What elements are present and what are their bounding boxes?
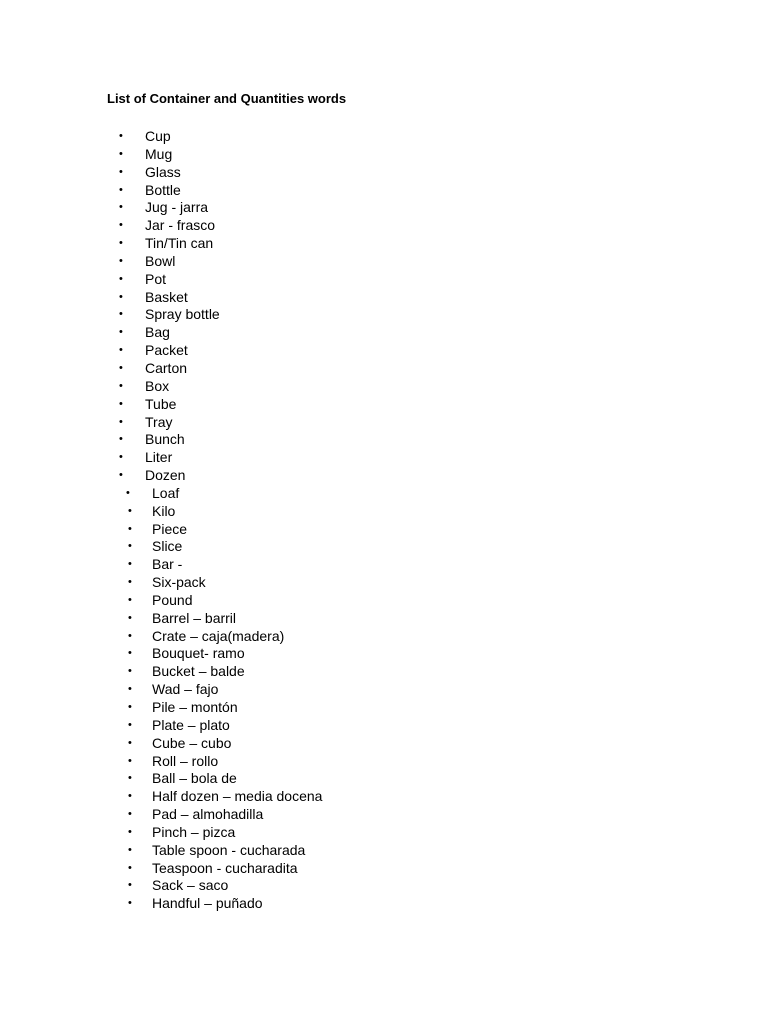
list-item-label: Dozen: [145, 467, 186, 484]
list-item-label: Pile – montón: [152, 699, 238, 715]
list-item-label: Bunch: [145, 431, 185, 448]
bullet-icon: •: [119, 469, 123, 482]
list-item-label: Half dozen – media docena: [152, 788, 323, 805]
list-item-label: Handful – puñado: [152, 895, 263, 912]
bullet-icon: •: [119, 147, 123, 160]
list-item-label: Kilo: [152, 502, 176, 519]
list-item-label: Glass: [145, 163, 181, 180]
bullet-icon: •: [119, 272, 123, 285]
bullet-icon: •: [119, 165, 123, 178]
list-item-label: Bottle: [145, 181, 181, 198]
bullet-icon: •: [128, 843, 132, 856]
bullet-icon: •: [128, 825, 132, 838]
list-item-label: Bouquet- ramo: [152, 645, 245, 662]
list-item-label: Tube: [145, 395, 177, 412]
list-item-label: Cube – cubo: [152, 734, 232, 751]
bullet-icon: •: [119, 344, 123, 357]
list-item-label: Crate – caja(madera): [152, 627, 285, 644]
list-item-label: Six-pack: [152, 574, 206, 591]
bullet-icon: •: [128, 611, 132, 624]
list-item-label: Table spoon - cucharada: [152, 841, 306, 858]
list-item-label: Liter: [145, 449, 173, 466]
bullet-icon: •: [128, 701, 132, 713]
bullet-icon: •: [119, 308, 123, 321]
bullet-icon: •: [128, 593, 132, 606]
bullet-icon: •: [119, 361, 123, 374]
bullet-icon: •: [119, 397, 123, 410]
list-item-label: Box: [145, 377, 170, 394]
bullet-icon: •: [119, 433, 123, 446]
list-item-label: Bag: [145, 324, 170, 341]
bullet-icon: •: [119, 183, 123, 196]
bullet-icon: •: [126, 486, 130, 499]
list-item-label: Cup: [145, 128, 171, 144]
bullet-icon: •: [119, 219, 123, 232]
bullet-icon: •: [128, 629, 132, 642]
list-item-label: Bar -: [152, 556, 183, 573]
bullet-icon: •: [119, 254, 123, 267]
list-item-label: Piece: [152, 520, 188, 537]
bullet-icon: •: [128, 665, 132, 678]
bullet-icon: •: [128, 647, 132, 660]
list-item-label: Mug: [145, 145, 173, 162]
list-item-label: Sack – saco: [152, 877, 229, 894]
list-item-label: Pinch – pizca: [152, 823, 236, 840]
bullet-icon: •: [128, 683, 132, 696]
bullet-icon: •: [119, 290, 123, 303]
list-item-label: Basket: [145, 288, 188, 305]
bullet-icon: •: [119, 415, 123, 428]
list-item-label: Bucket – balde: [152, 663, 245, 680]
list-item-label: Pound: [152, 591, 193, 608]
list-item-label: Wad – fajo: [152, 681, 219, 698]
list-item-label: Packet: [145, 342, 188, 359]
list-item-label: Plate – plato: [152, 716, 230, 733]
list-item-label: Spray bottle: [145, 306, 220, 323]
list-item-label: Pad – almohadilla: [152, 806, 264, 823]
list-item-label: Jug - jarra: [145, 199, 209, 216]
bullet-icon: •: [128, 718, 132, 731]
bullet-icon: •: [128, 754, 132, 767]
bullet-icon: •: [128, 772, 132, 785]
bullet-icon: •: [128, 897, 132, 910]
bullet-icon: •: [119, 379, 123, 392]
list-item-label: Jar - frasco: [145, 217, 216, 234]
bullet-icon: •: [128, 540, 132, 553]
list-item-label: Roll – rollo: [152, 752, 219, 769]
list-item-label: Carton: [145, 359, 188, 376]
list-item-label: Teaspoon - cucharadita: [152, 859, 298, 876]
list-item-label: Slice: [152, 538, 183, 555]
list-item-label: Tray: [145, 413, 173, 430]
bullet-icon: •: [119, 237, 123, 250]
bullet-icon: •: [128, 879, 132, 892]
bullet-icon: •: [128, 504, 132, 517]
bullet-icon: •: [128, 576, 132, 589]
list-item-label: Bowl: [145, 252, 176, 269]
bullet-icon: •: [128, 522, 132, 535]
document-title: List of Container and Quantities words: [107, 91, 347, 106]
list-item-label: Loaf: [152, 484, 180, 501]
list-item-label: Pot: [145, 270, 167, 287]
bullet-icon: •: [119, 451, 123, 464]
bullet-icon: •: [128, 558, 132, 571]
list-item-label: Ball – bola de: [152, 770, 237, 787]
list-item-label: Barrel – barril: [152, 609, 237, 626]
bullet-icon: •: [119, 130, 123, 142]
bullet-icon: •: [128, 861, 132, 874]
bullet-icon: •: [128, 790, 132, 803]
bullet-icon: •: [119, 326, 123, 339]
list-item-label: Tin/Tin can: [145, 235, 214, 252]
bullet-icon: •: [119, 201, 123, 214]
bullet-icon: •: [128, 808, 132, 821]
bullet-icon: •: [128, 736, 132, 749]
